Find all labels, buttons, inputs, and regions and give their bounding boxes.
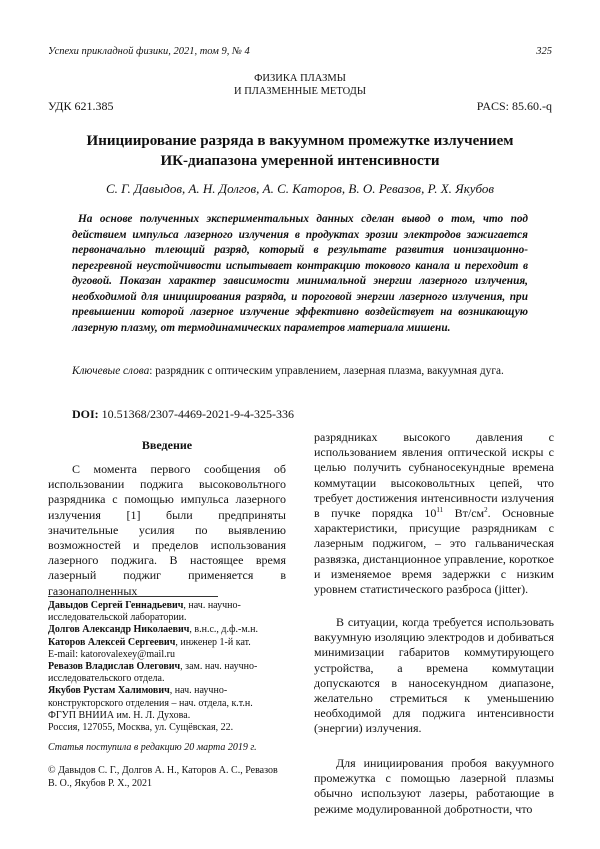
affiliation-item: Каторов Алексей Сергеевич, инженер 1-й кат. [48,636,251,648]
received-date: Статья поступила в редакцию 20 марта 2019 г. [48,742,257,753]
article-title [48,131,552,171]
doi-value[interactable]: 10.51368/2307-4469-2021-9-4-325-336 [98,407,294,421]
section-title-line1: ФИЗИКА ПЛАЗМЫ [254,73,346,84]
affiliation-address: Россия, 127055, Москва, ул. Сущёвская, 22. [48,722,234,734]
keywords-text: : разрядник с оптическим управлением, лазерная плазма, вакуумная дуга. [149,365,504,377]
affiliation-item: Ревазов Владислав Олегович, зам. нач. научно-исследовательского отдела. [48,661,258,685]
right-paragraph-3: Для инициирования пробоя вакуумного промежутка с помощью лазерной плазмы обычно используют лазеры, работающие в режиме модулированной добротности, что [314,756,554,816]
udk-code: УДК 621.385 [48,99,114,113]
right-paragraph-2: В ситуации, когда требуется использовать вакуумную изоляцию электродов и добиваться минимизации габаритов коммутирующего устройства, а времена коммутации допускаются в наносекундном диапазоне, желательно стремиться к уменьшению необходимой для поджига интенсивности (энергии) излучения. [314,615,554,736]
pacs-code: PACS: 85.60.-q [476,99,552,113]
right-paragraph-1: разрядниках высокого давления с использованием явления оптической искры с целью получить субнаносекундные времена коммутации высоковольтных цепей, что требует достижения интенсивности излучения в пучке порядка $10^{11}$ $Вт/см^2$. Основные характеристики, присущие разрядникам с лазерным поджигом, – это гальваническая развязка, дистанционное управление, короткое и изменяемое время задержки с низким уровнем статистического разброса (jitter). [314,430,554,597]
section-title-line2: И ПЛАЗМЕННЫЕ МЕТОДЫ [233,86,366,97]
intro-paragraph-1: С момента первого сообщения об использовании поджига высоковольтного разрядника с помощью импульса лазерного излучения [1] были предприняты значительные усилия по выявлению возможностей и пределов использования лазерного поджига. В настоящее время лазерный поджиг применяется в газонаполненных [48,462,286,598]
journal-header: Успехи прикладной физики, 2021, том 9, № 4 [48,46,250,57]
intro-heading: Введение [141,438,193,452]
affiliation-org: ФГУП ВНИИА им. Н. Л. Духова. [48,709,191,721]
doi [72,407,294,422]
section-title [0,72,600,98]
affiliations [48,600,286,734]
copyright: © Давыдов С. Г., Долгов А. Н., Каторов А. С., Ревазов В. О., Якубов Р. Х., 2021 [48,765,278,789]
page-number: 325 [536,46,552,57]
title-line2: ИК-диапазона умеренной интенсивности [160,153,440,169]
title-line1: Инициирование разряда в вакуумном промежутке излучением [86,133,514,149]
affiliation-item: Долгов Александр Николаевич, в.н.с., д.ф.-м.н. [48,624,259,636]
affiliation-email[interactable]: E-mail: katorovalexey@mail.ru [48,648,175,660]
abstract: На основе полученных экспериментальных данных сделан вывод о том, что под действием импульса лазерного излучения в продуктах эрозии электродов зажигается первоначально тлеющий разряд, который в результате развития ионизационно-перегревной неустойчивости испытывает контракцию токового канала и переходит в дуговой. Показан характер зависимости минимальной энергии лазерного излучения, необходимой для инициирования разряда, и пороговой энергии лазерного излучения, при превышении которой лазерное излучение эффективно воздействует на возникающую лазерную плазму, от термодинамических параметров материала мишени. [72,213,528,334]
affiliation-item: Якубов Рустам Халимович, нач. научно-конструкторского отделения – нач. отдела, к.т.н. [48,685,253,709]
author-list: С. Г. Давыдов, А. Н. Долгов, А. С. Каторов, В. О. Ревазов, Р. Х. Якубов [105,181,495,196]
doi-label: DOI: [72,407,99,421]
keywords-label: Ключевые слова [72,365,150,377]
keywords [72,364,528,380]
affiliation-item: Давыдов Сергей Геннадьевич, нач. научно-исследовательской лаборатории. [48,600,241,624]
footnote-divider [48,596,218,597]
